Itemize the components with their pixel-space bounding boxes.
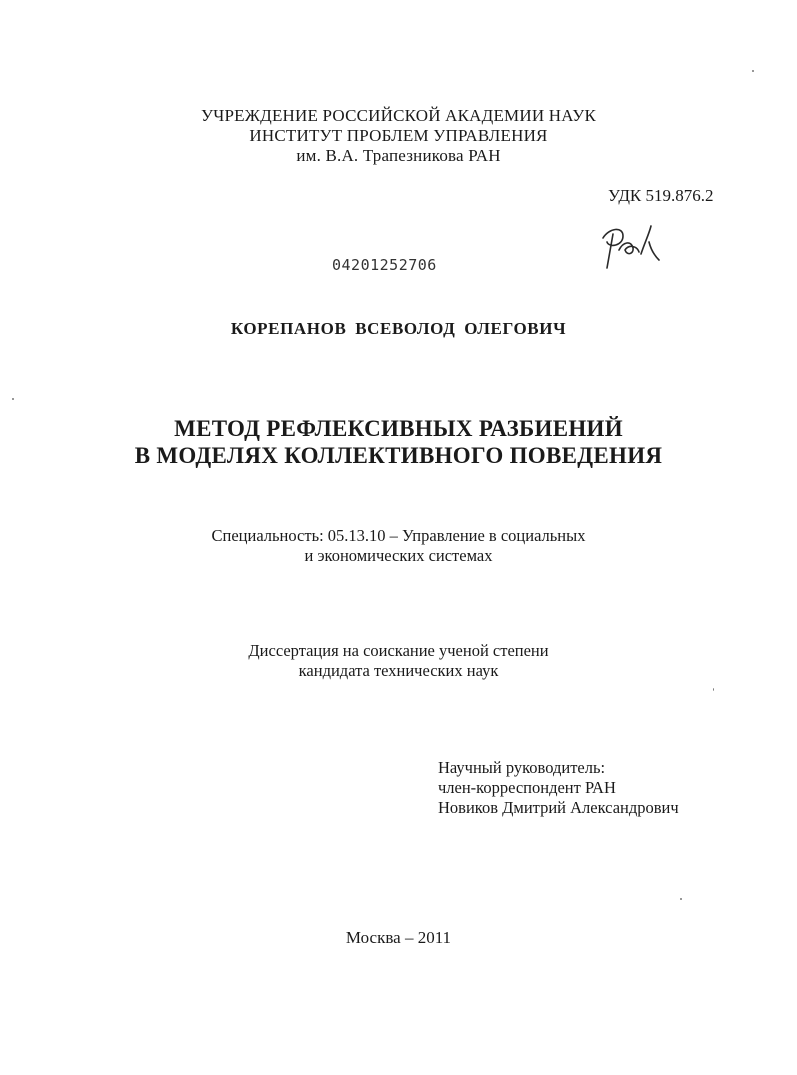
institution-line-1: УЧРЕЖДЕНИЕ РОССИЙСКОЙ АКАДЕМИИ НАУК xyxy=(201,106,596,125)
supervisor-label: Научный руководитель: xyxy=(438,758,606,777)
institution-line-3: им. В.А. Трапезникова РАН xyxy=(296,146,501,165)
author-name: КОРЕПАНОВ ВСЕВОЛОД ОЛЕГОВИЧ xyxy=(230,319,567,338)
specialty-line-1: Специальность: 05.13.10 – Управление в социальных xyxy=(211,526,586,545)
udk-code: УДК 519.876.2 xyxy=(608,186,714,205)
degree-line-2: кандидата технических наук xyxy=(298,661,499,680)
supervisor-rank: член-корреспондент РАН xyxy=(438,778,616,797)
specialty-line-2: и экономических системах xyxy=(304,546,493,565)
scan-speck xyxy=(12,398,14,400)
institution-line-2: ИНСТИТУТ ПРОБЛЕМ УПРАВЛЕНИЯ xyxy=(249,126,548,145)
archive-number: 04201252706 xyxy=(332,256,437,274)
city-year: Москва – 2011 xyxy=(345,928,452,947)
scan-speck xyxy=(752,70,754,72)
scan-speck xyxy=(713,688,714,691)
title-line-2: В МОДЕЛЯХ КОЛЛЕКТИВНОГО ПОВЕДЕНИЯ xyxy=(134,443,663,468)
signature-icon xyxy=(593,220,665,272)
scan-speck xyxy=(680,898,682,900)
degree-line-1: Диссертация на соискание ученой степени xyxy=(248,641,549,660)
title-line-1: МЕТОД РЕФЛЕКСИВНЫХ РАЗБИЕНИЙ xyxy=(174,416,623,441)
supervisor-name: Новиков Дмитрий Александрович xyxy=(438,798,679,817)
